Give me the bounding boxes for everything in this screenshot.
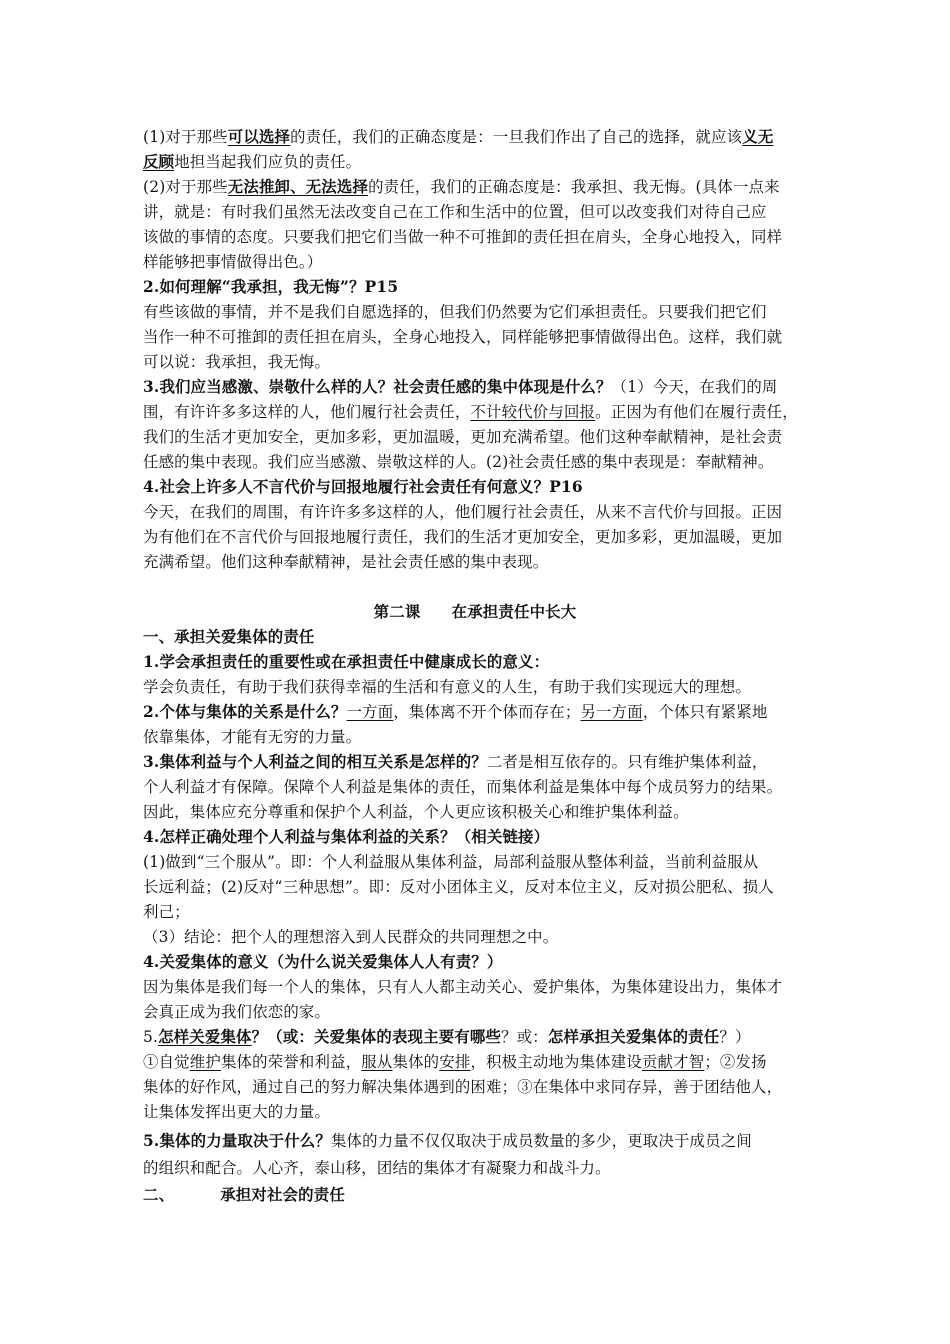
paragraph-line: 因此，集体应充分尊重和保护个人利益，个人更应该积极关心和维护集体利益。 xyxy=(143,803,689,821)
paragraph-line: （3）结论：把个人的理想溶入到人民群众的共同理想之中。 xyxy=(143,928,559,946)
paragraph-line: 学会负责任，有助于我们获得幸福的生活和有意义的人生，有助于我们实现远大的理想。 xyxy=(143,678,752,696)
underlined-term: 维护 xyxy=(189,1053,221,1071)
paragraph-line: (1)做到“三个服从”。即：个人利益服从集体利益，局部利益服从整体利益，当前利益服从 xyxy=(143,853,759,871)
paragraph-line: 可以说：我承担，我无悔。 xyxy=(143,353,331,371)
paragraph-line: 为有他们在不言代价与回报地履行责任，我们的生活才更加安全，更加多彩，更加温暖，更加 xyxy=(143,528,783,546)
underlined-term: 义无 xyxy=(742,128,774,146)
paragraph-line: (2)对于那些无法推卸、无法选择的责任，我们的正确态度是：我承担、我无悔。(具体一点来 xyxy=(143,178,780,196)
question-heading: 5.怎样关爱集体？（或：关爱集体的表现主要有哪些？或：怎样承担关爱集体的责任？） xyxy=(143,1028,751,1046)
question-heading: 2.个体与集体的关系是什么？ xyxy=(143,703,347,721)
paragraph-line: 长远利益；(2)反对“三种思想”。即：反对小团体主义，反对本位主义，反对损公肥私、损人 xyxy=(143,878,774,896)
underlined-term: 服从 xyxy=(361,1053,393,1071)
paragraph-line: 该做的事情的态度。只要我们把它们当做一种不可推卸的责任担在肩头，全身心地投入，同样 xyxy=(143,228,783,246)
paragraph-line: 的组织和配合。人心齐，泰山移，团结的集体才有凝聚力和战斗力。 xyxy=(143,1159,611,1177)
paragraph-line: 2.个体与集体的关系是什么？一方面，集体离不开个体而存在；另一方面，个体只有紧紧地 xyxy=(143,703,768,721)
paragraph-line: 依靠集体，才能有无穷的力量。 xyxy=(143,728,362,746)
question-heading: 3.我们应当感激、崇敬什么样的人？社会责任感的集中体现是什么？ xyxy=(143,378,612,396)
paragraph-line: 讲，就是：有时我们虽然无法改变自己在工作和生活中的位置，但可以改变我们对待自己应 xyxy=(143,203,767,221)
underlined-term: 一方面 xyxy=(346,703,394,721)
paragraph-line: 3.我们应当感激、崇敬什么样的人？社会责任感的集中体现是什么？（1）今天，在我们的周 xyxy=(143,378,778,396)
paragraph-line: 我们的生活才更加安全，更加多彩，更加温暖，更加充满希望。他们这种奉献精神，是社会责 xyxy=(143,428,783,446)
paragraph-line: 任感的集中表现。我们应当感激、崇敬这样的人。(2)社会责任感的集中表现是：奉献精神。 xyxy=(143,453,774,471)
paragraph-line: 有些该做的事情，并不是我们自愿选择的，但我们仍然要为它们承担责任。只要我们把它们 xyxy=(143,303,767,321)
question-heading: 1.学会承担责任的重要性或在承担责任中健康成长的意义： xyxy=(143,653,550,671)
underlined-term: 贡献才智 xyxy=(641,1053,705,1071)
paragraph-line: 个人利益才有保障。保障个人利益是集体的责任，而集体利益是集体中每个成员努力的结果。 xyxy=(143,778,783,796)
paragraph-line: 今天，在我们的周围，有许许多多这样的人，他们履行社会责任，从来不言代价与回报。正因 xyxy=(143,503,783,521)
underlined-term: 另一方面 xyxy=(580,703,643,721)
paragraph-line: ①自觉维护集体的荣誉和利益，服从集体的安排，积极主动地为集体建设贡献才智；②发扬 xyxy=(143,1053,767,1071)
paragraph-line: 5.集体的力量取决于什么？集体的力量不仅仅取决于成员数量的多少，更取决于成员之间 xyxy=(143,1132,752,1150)
paragraph-line: 当作一种不可推卸的责任担在肩头，全身心地投入，同样能够把事情做得出色。这样，我们就 xyxy=(143,328,783,346)
paragraph-line: 3.集体利益与个人利益之间的相互关系是怎样的？二者是相互依存的。只有维护集体利益， xyxy=(143,753,768,771)
question-heading: 3.集体利益与个人利益之间的相互关系是怎样的？ xyxy=(143,753,487,771)
underlined-term: 无法推卸、无法选择 xyxy=(227,178,369,196)
question-heading: 4.关爱集体的意义（为什么说关爱集体人人有责？） xyxy=(143,953,503,971)
question-heading: 2.如何理解“我承担，我无悔”？P15 xyxy=(143,278,399,296)
underlined-term: 不计较代价与回报 xyxy=(470,403,596,421)
paragraph-line: 样能够把事情做得出色。） xyxy=(143,253,323,271)
question-heading: 4.社会上许多人不言代价与回报地履行社会责任有何意义？P16 xyxy=(143,478,583,496)
underlined-term: 反顾 xyxy=(143,153,175,171)
question-heading: 4.怎样正确处理个人利益与集体利益的关系？（相关链接） xyxy=(143,828,550,846)
question-heading: 5.集体的力量取决于什么？ xyxy=(143,1132,331,1150)
paragraph-line: 会真正成为我们依恋的家。 xyxy=(143,1003,331,1021)
lesson-title: 第二课 在承担责任中长大 xyxy=(373,603,577,621)
section-heading: 一、承担关爱集体的责任 xyxy=(143,628,315,646)
section-heading: 二、 承担对社会的责任 xyxy=(143,1186,345,1204)
paragraph-line: 反顾地担当起我们应负的责任。 xyxy=(143,153,362,171)
paragraph-line: (1)对于那些可以选择的责任，我们的正确态度是：一旦我们作出了自己的选择，就应该义无 xyxy=(143,128,774,146)
paragraph-line: 因为集体是我们每一个人的集体，只有人人都主动关心、爱护集体，为集体建设出力，集体才 xyxy=(143,978,783,996)
paragraph-line: 围，有许许多多这样的人，他们履行社会责任，不计较代价与回报。正因为有他们在履行责任， xyxy=(143,403,798,421)
underlined-term: 安排 xyxy=(439,1053,471,1071)
paragraph-line: 利己； xyxy=(143,903,190,921)
paragraph-line: 集体的好作风，通过自己的努力解决集体遇到的困难；③在集体中求同存异，善于团结他人， xyxy=(143,1078,783,1096)
paragraph-line: 让集体发挥出更大的力量。 xyxy=(143,1103,331,1121)
paragraph-line: 充满希望。他们这种奉献精神，是社会责任感的集中表现。 xyxy=(143,553,549,571)
underlined-term: 可以选择 xyxy=(227,128,291,146)
